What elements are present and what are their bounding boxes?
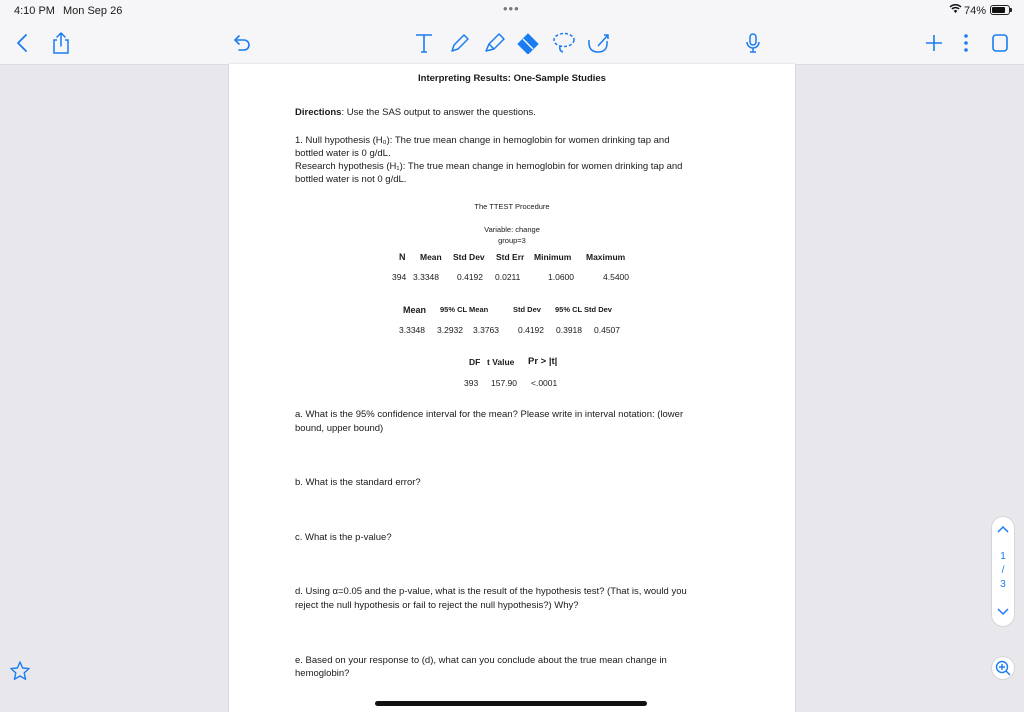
chevron-down-icon[interactable] — [997, 604, 1009, 622]
question-e-line2: hemoglobin? — [295, 668, 350, 679]
directions-label: Directions — [295, 107, 342, 118]
sas-cell: 3.3763 — [473, 325, 499, 335]
sas-header: N — [399, 252, 406, 262]
lasso-icon[interactable] — [551, 30, 577, 56]
sas-cell: 3.2932 — [437, 325, 463, 335]
highlighter-icon[interactable] — [482, 30, 508, 56]
sas-header: Std Dev — [513, 305, 541, 314]
chevron-up-icon[interactable] — [997, 521, 1009, 539]
undo-icon[interactable] — [231, 30, 253, 56]
sas-cell: 4.5400 — [603, 272, 629, 282]
page-view-icon[interactable] — [989, 30, 1011, 56]
sas-header: 95% CL Std Dev — [555, 305, 612, 314]
zoom-in-icon[interactable] — [991, 656, 1015, 680]
sas-header: Std Dev — [453, 252, 485, 262]
sas-header: DF — [469, 357, 481, 367]
sas-cell: <.0001 — [531, 378, 558, 388]
sas-header: 95% CL Mean — [440, 305, 489, 314]
microphone-icon[interactable] — [742, 30, 764, 56]
more-icon[interactable] — [957, 30, 975, 56]
page-separator: / — [1001, 565, 1005, 576]
document-page[interactable] — [229, 64, 795, 712]
share-icon[interactable] — [50, 30, 72, 56]
chevron-left-icon[interactable] — [12, 30, 32, 56]
sas-header: t Value — [487, 357, 515, 367]
sas-cell: 0.0211 — [495, 272, 521, 282]
research-hypothesis-line2: bottled water is not 0 g/dL. — [295, 174, 407, 185]
multitasking-dots[interactable]: ••• — [503, 1, 520, 16]
status-time: 4:10 PM — [14, 5, 55, 17]
sas-header: Std Err — [496, 252, 525, 262]
sas-header: Mean — [420, 252, 442, 262]
current-page-number: 1 — [1000, 551, 1006, 562]
sas-header: Mean — [403, 305, 427, 315]
page-navigator — [991, 516, 1015, 627]
directions — [295, 106, 536, 119]
sas-cell: 0.4507 — [594, 325, 620, 335]
pen-icon[interactable] — [448, 30, 472, 56]
sas-cell: 0.4192 — [518, 325, 544, 335]
eraser-icon[interactable] — [515, 30, 543, 56]
question-a-line1: a. What is the 95% confidence interval for the mean? Please write in interval notation: (lower — [295, 409, 684, 420]
question-c: c. What is the p-value? — [295, 532, 392, 543]
shapes-icon[interactable] — [585, 30, 611, 56]
research-hypothesis-line1: Research hypothesis (H₁): The true mean change in hemoglobin for women drinking tap and — [295, 161, 683, 172]
sas-variable: Variable: change — [484, 225, 540, 234]
null-hypothesis-line2: bottled water is 0 g/dL. — [295, 148, 391, 159]
directions-text: : Use the SAS output to answer the questions. — [341, 107, 536, 118]
sas-cell: 3.3348 — [399, 325, 425, 335]
page-title: Interpreting Results: One-Sample Studies — [418, 73, 606, 84]
sas-cell: 1.0600 — [548, 272, 574, 282]
battery-icon — [990, 5, 1010, 15]
battery-percent: 74% — [964, 5, 987, 17]
question-d-line2: reject the null hypothesis or fail to reject the null hypothesis?) Why? — [295, 600, 579, 611]
sas-cell: 394 — [392, 272, 407, 282]
sas-cell: 157.90 — [491, 378, 517, 388]
sas-cell: 3.3348 — [413, 272, 439, 282]
question-e-line1: e. Based on your response to (d), what can you conclude about the true mean change in — [295, 655, 667, 666]
sas-cell: 393 — [464, 378, 479, 388]
plus-icon[interactable] — [923, 30, 945, 56]
sas-header: Minimum — [534, 252, 572, 262]
question-d-line1: d. Using α=0.05 and the p-value, what is the result of the hypothesis test? (That is, would you — [295, 586, 687, 597]
null-hypothesis-line1: 1. Null hypothesis (H₀): The true mean change in hemoglobin for women drinking tap and — [295, 135, 670, 146]
sas-procedure-title: The TTEST Procedure — [474, 202, 550, 211]
question-a-line2: bound, upper bound) — [295, 423, 384, 434]
sas-cell: 0.3918 — [556, 325, 582, 335]
question-b: b. What is the standard error? — [295, 477, 421, 488]
home-indicator[interactable] — [375, 701, 647, 706]
status-date: Mon Sep 26 — [63, 5, 123, 17]
text-tool-icon[interactable] — [412, 30, 436, 56]
wifi-icon — [949, 3, 962, 17]
star-icon[interactable] — [9, 660, 31, 687]
toolbar — [0, 22, 1024, 65]
total-pages: 3 — [1000, 579, 1006, 590]
sas-group: group=3 — [498, 236, 526, 245]
status-bar — [0, 0, 1024, 22]
sas-header: Maximum — [586, 252, 626, 262]
sas-header: Pr > |t| — [528, 356, 558, 367]
sas-cell: 0.4192 — [457, 272, 483, 282]
